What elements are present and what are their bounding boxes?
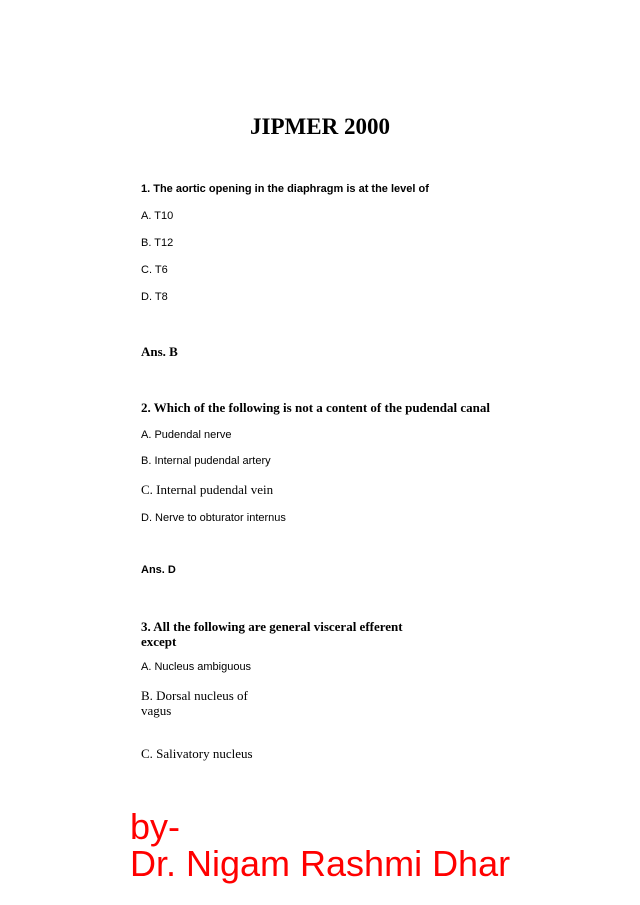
question-3-option-b: [141, 688, 248, 718]
question-3-text: [141, 619, 403, 649]
page-title: JIPMER 2000: [250, 114, 390, 139]
question-3-text-line2: except: [141, 634, 177, 649]
footer-author: Dr. Nigam Rashmi Dhar: [130, 843, 511, 884]
question-3-option-a: A. Nucleus ambiguous: [141, 661, 252, 673]
question-3-option-b-line1: B. Dorsal nucleus of: [141, 688, 248, 703]
question-2-text: 2. Which of the following is not a content of the pudendal canal: [141, 400, 490, 415]
question-2-option-b: B. Internal pudendal artery: [141, 455, 271, 467]
question-3-option-b-line2: vagus: [141, 703, 172, 718]
question-1-option-b: B. T12: [141, 237, 174, 249]
question-1-text: 1. The aortic opening in the diaphragm is at the level of: [141, 183, 429, 195]
question-1-option-c: C. T6: [141, 264, 168, 276]
question-1-answer: Ans. B: [141, 344, 178, 359]
footer-by: by-: [130, 806, 181, 847]
question-1-option-a: A. T10: [141, 210, 174, 222]
question-1-option-d: D. T8: [141, 291, 168, 303]
question-2-answer: Ans. D: [141, 564, 176, 576]
question-3-text-line1: 3. All the following are general visceral efferent: [141, 619, 403, 634]
question-2-option-a: A. Pudendal nerve: [141, 429, 232, 441]
question-2-option-c: C. Internal pudendal vein: [141, 482, 274, 497]
question-2-option-d: D. Nerve to obturator internus: [141, 512, 286, 524]
question-3-option-c: C. Salivatory nucleus: [141, 746, 253, 761]
